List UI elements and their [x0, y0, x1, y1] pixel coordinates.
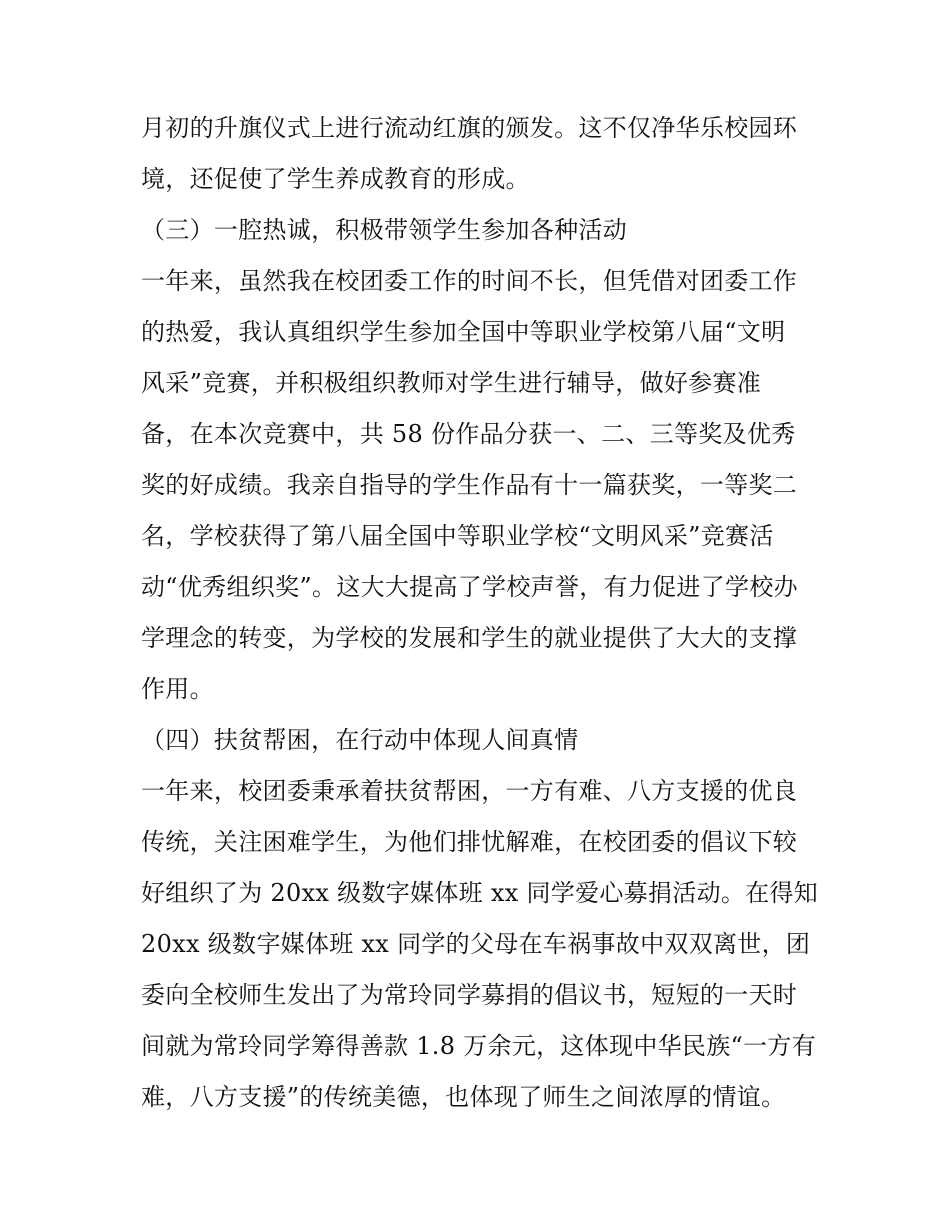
text-line: 学理念的转变，为学校的发展和学生的就业提供了大大的支撑 [141, 624, 798, 652]
text-line: 名，学校获得了第八届全国中等职业学校“文明风采”竞赛活 [141, 522, 774, 550]
text-line: 一年来，校团委秉承着扶贫帮困，一方有难、八方支援的优良 [141, 777, 798, 805]
text-line: 20xx 级数字媒体班 xx 同学的父母在车祸事故中双双离世，团 [141, 930, 811, 958]
text-line: 动“优秀组织奖”。这大大提高了学校声誉，有力促进了学校办 [141, 573, 798, 601]
text-line: 委向全校师生发出了为常玲同学募捐的倡议书，短短的一天时 [141, 981, 798, 1009]
text-line: 间就为常玲同学筹得善款 1.8 万余元，这体现中华民族“一方有 [141, 1032, 816, 1060]
text-line: 的热爱，我认真组织学生参加全国中等职业学校第八届“文明 [141, 318, 786, 346]
text-line: 备，在本次竞赛中，共 58 份作品分获一、二、三等奖及优秀 [141, 420, 796, 448]
text-line: 境，还促使了学生养成教育的形成。 [141, 165, 530, 193]
text-line: 难，八方支援”的传统美德，也体现了师生之间浓厚的情谊。 [141, 1083, 786, 1111]
text-line: 好组织了为 20xx 级数字媒体班 xx 同学爱心募捐活动。在得知 [141, 879, 819, 907]
text-line: 传统，关注困难学生，为他们排忧解难，在校团委的倡议下较 [141, 828, 798, 856]
section-heading-3: （三）一腔热诚，积极带领学生参加各种活动 [141, 216, 627, 244]
text-line: 风采”竞赛，并积极组织教师对学生进行辅导，做好参赛准 [141, 369, 762, 397]
text-line: 奖的好成绩。我亲自指导的学生作品有十一篇获奖，一等奖二 [141, 471, 798, 499]
text-line: 月初的升旗仪式上进行流动红旗的颁发。这不仅净华乐校园环 [141, 114, 798, 142]
document-body [141, 103, 821, 1123]
text-line: 一年来，虽然我在校团委工作的时间不长，但凭借对团委工作 [141, 267, 798, 295]
text-line: 作用。 [141, 675, 214, 703]
section-heading-4: （四）扶贫帮困，在行动中体现人间真情 [141, 726, 579, 754]
